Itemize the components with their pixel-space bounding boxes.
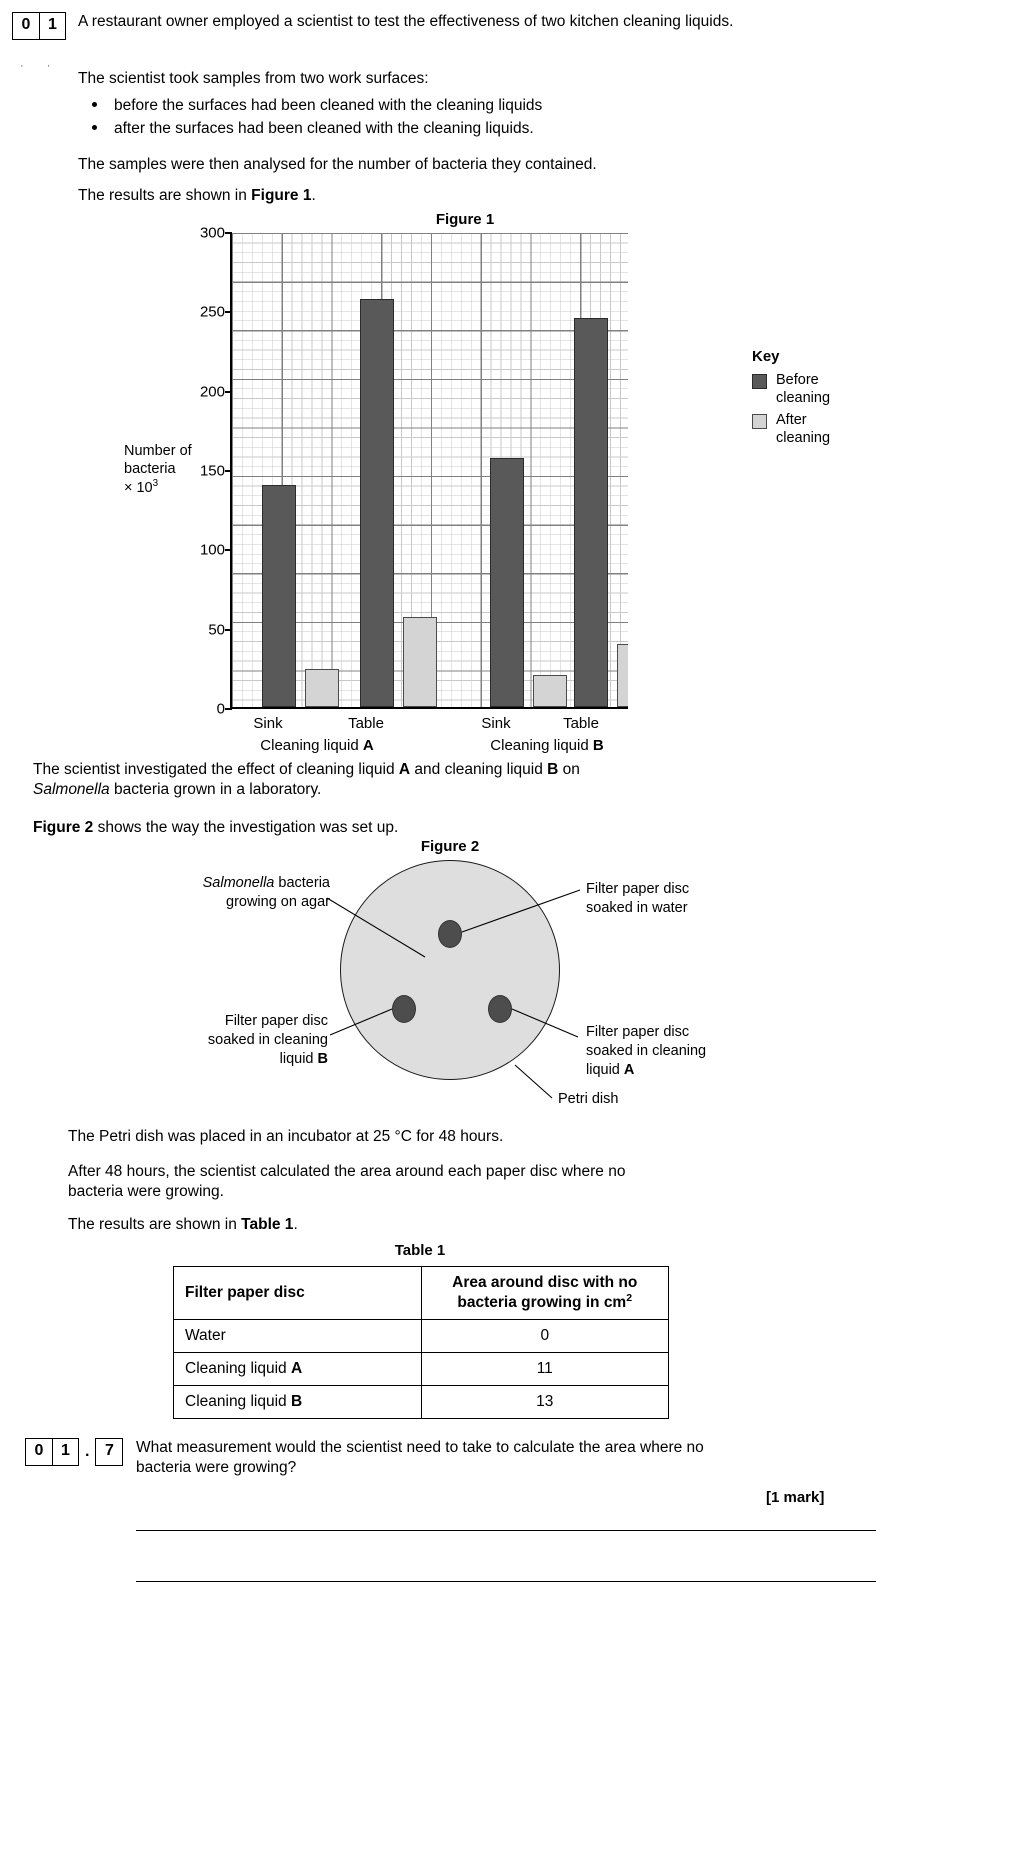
table-header-row [174, 1267, 669, 1320]
figure2-intro-text: Figure 2 shows the way the investigation was set up. [33, 819, 399, 836]
ytick-label-250: 250 [199, 303, 225, 321]
ytick-mark-100 [225, 549, 232, 551]
bullet-dot-icon [92, 125, 97, 130]
legend-label-before: Before cleaning [776, 372, 831, 406]
sub-question-number-box-1 [25, 1438, 79, 1466]
ytick-mark-0 [225, 708, 232, 710]
chart-grid [232, 233, 628, 707]
legend-label-after: After cleaning [776, 412, 831, 447]
chart-legend [752, 348, 902, 453]
results-suffix: . [311, 187, 316, 204]
results-table [173, 1266, 669, 1419]
table-cell-area: 0 [421, 1320, 669, 1353]
xtick-label-sink-b: Sink [481, 715, 511, 732]
ytick-label-50: 50 [208, 621, 225, 639]
ytick-label-300: 300 [199, 224, 225, 242]
figure1-chart [0, 224, 1030, 754]
ytick-label-0: 0 [216, 700, 225, 718]
after-48-hours-text: After 48 hours, the scientist calculated the area around each paper disc where no bacteria were growing. [68, 1163, 626, 1201]
group-label-cleaning-liquid-a: Cleaning liquid A [260, 737, 374, 754]
sub-question-digit-1: 1 [52, 1439, 78, 1465]
table-cell-area: 13 [421, 1386, 669, 1419]
y-axis-label-line1: Number of [124, 443, 192, 459]
bar-after-table-a [403, 617, 437, 707]
table-cell-disc: Cleaning liquid B [174, 1386, 422, 1419]
leader-line-liquid-b [330, 1009, 392, 1035]
figure2-title: Figure 2 [420, 838, 480, 855]
group-label-cleaning-liquid-b: Cleaning liquid B [490, 737, 604, 754]
bullet-dot-icon [92, 102, 97, 107]
chart-plot-area [199, 224, 628, 718]
table-row [174, 1353, 669, 1386]
sub-question-digit-0: 0 [34, 1442, 44, 1459]
xtick-label-table-a: Table [348, 715, 384, 732]
sample-bullet-list [78, 94, 828, 141]
analysed-text: The samples were then analysed for the number of bacteria they contained. [78, 156, 597, 173]
table1-intro-text: The results are shown in Table 1. [68, 1216, 298, 1233]
ytick-label-200: 200 [199, 383, 225, 401]
question-number [12, 12, 66, 40]
list-item [78, 117, 828, 140]
table1-title: Table 1 [394, 1242, 446, 1259]
question-digit-0: 0 [21, 16, 31, 33]
sub-question-digit-7: 7 [105, 1442, 114, 1459]
table-row [174, 1386, 669, 1419]
ytick-mark-150 [225, 470, 232, 472]
y-axis-label-line3: × $10^3$ [124, 478, 159, 497]
table1-reference: Table 1 [241, 1216, 294, 1233]
bullet-text: after the surfaces had been cleaned with the cleaning liquids. [114, 120, 534, 138]
incubator-text: The Petri dish was placed in an incubator at 25 °C for 48 hours. [68, 1128, 504, 1145]
label-disc-water: Filter paper disc soaked in water [586, 881, 690, 916]
ytick-mark-300 [225, 232, 232, 234]
ytick-mark-250 [225, 311, 232, 313]
list-item [78, 94, 828, 117]
sub-question-separator: . [85, 1443, 90, 1460]
table-cell-area: 11 [421, 1353, 669, 1386]
samples-text: The scientist took samples from two work surfaces: [78, 70, 429, 87]
table-header-disc: Filter paper disc [174, 1267, 422, 1320]
bar-before-sink-b [490, 458, 524, 707]
figure2-reference: Figure 2 [33, 819, 94, 836]
marks-label: [1 mark] [766, 1489, 825, 1506]
leader-line-petri-dish [515, 1065, 552, 1098]
y-axis-label-exponent: 3 [152, 478, 159, 490]
legend-title: Key [752, 348, 780, 365]
question-number-box [12, 12, 66, 40]
y-axis-label-line2: bacteria [124, 461, 176, 478]
ytick-mark-50 [225, 629, 232, 631]
label-petri-dish: Petri dish [558, 1091, 619, 1107]
table-row [174, 1320, 669, 1353]
sub-question-number [25, 1438, 123, 1466]
label-salmonella-bacteria: Salmonella bacteria growing on agar [202, 875, 330, 910]
results-prefix: The results are shown in [78, 187, 252, 204]
figure1-reference: Figure 1 [251, 187, 312, 204]
label-disc-cleaning-liquid-a: Filter paper disc soaked in cleaning liquid A [586, 1024, 707, 1078]
figure2-diagram [0, 860, 1030, 1120]
bar-before-table-a [360, 299, 394, 707]
answer-line-1[interactable] [136, 1530, 876, 1531]
xtick-label-sink-a: Sink [253, 715, 283, 732]
sub-question-text: What measurement would the scientist need to take to calculate the area where no bacteria were growing? [136, 1439, 704, 1477]
ytick-mark-200 [225, 391, 232, 393]
answer-line-2[interactable] [136, 1581, 876, 1582]
bar-before-table-b [574, 318, 608, 707]
results-figure1-text [78, 186, 578, 206]
table-cell-disc: Water [174, 1320, 422, 1353]
legend-entry-after [752, 412, 902, 447]
page-artefact-dots: · · [20, 60, 61, 72]
bar-after-sink-a [305, 669, 339, 707]
legend-swatch-before-icon [752, 374, 767, 389]
xtick-label-table-b: Table [563, 715, 599, 732]
y-axis-label [124, 442, 224, 497]
legend-swatch-after-icon [752, 414, 767, 429]
table-cell-disc: Cleaning liquid A [174, 1353, 422, 1386]
bar-before-sink-a [262, 485, 296, 707]
figure1-title: Figure 1 [435, 211, 495, 228]
leader-line-bacteria [327, 898, 425, 957]
sub-question-number-box-2 [95, 1438, 123, 1466]
table-header-area: Area around disc with no bacteria growing in $cm^2$ [421, 1267, 669, 1320]
question-digit-1: 1 [39, 13, 65, 39]
bullet-text: before the surfaces had been cleaned with the cleaning liquids [114, 97, 543, 114]
question-intro-text: A restaurant owner employed a scientist to test the effectiveness of two kitchen cleaning liquids. [78, 13, 734, 30]
bar-after-sink-b [533, 675, 567, 707]
legend-entry-before [752, 372, 902, 407]
leader-line-liquid-a [512, 1009, 578, 1037]
label-disc-cleaning-liquid-b: Filter paper disc soaked in cleaning liquid B [207, 1013, 328, 1067]
leader-line-water [462, 890, 580, 932]
ytick-label-100: 100 [199, 541, 225, 559]
ytick-label-150: 150 [199, 462, 225, 480]
investigation-text: The scientist investigated the effect of cleaning liquid A and cleaning liquid B on Salmonella bacteria grown in a laboratory. [33, 761, 580, 799]
bar-after-table-b [617, 644, 628, 708]
